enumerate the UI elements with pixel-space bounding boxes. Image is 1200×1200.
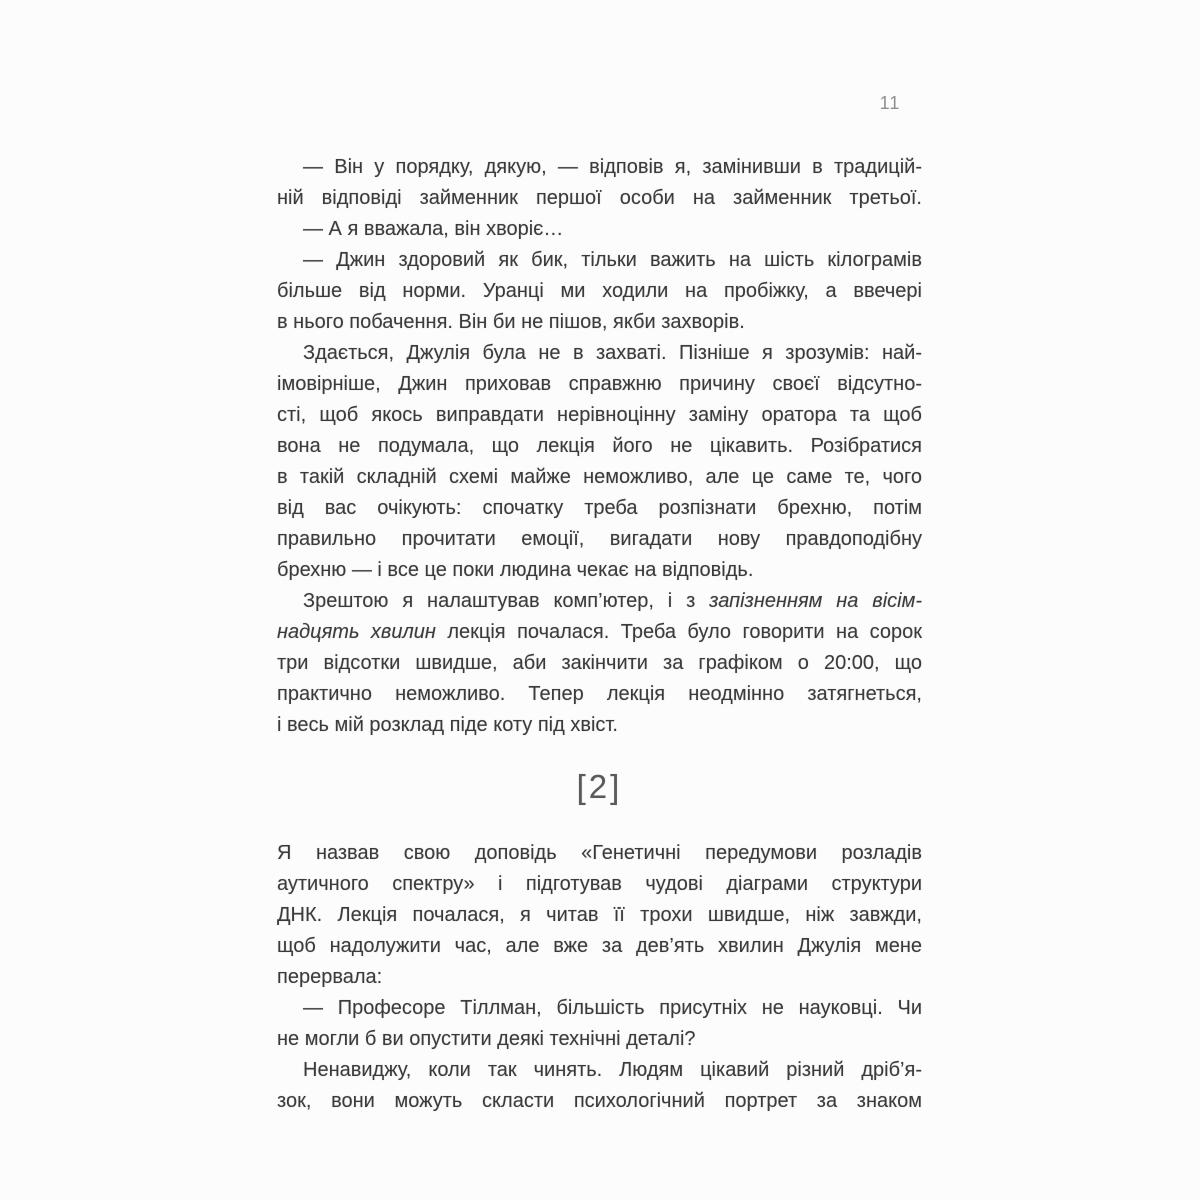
text-line — [277, 524, 922, 555]
text-segment: Здається, Джулія була не в захваті. Пізніше я зрозумів: най- — [303, 342, 922, 364]
text-line — [277, 245, 922, 276]
text-block — [277, 152, 922, 1117]
text-segment: не могли б ви опустити деякі технічні деталі? — [277, 1028, 696, 1050]
text-line — [277, 338, 922, 369]
text-segment: — А я вважала, він хворіє… — [303, 218, 564, 240]
text-segment: вона не подумала, що лекція його не цікавить. Розібратися — [277, 435, 922, 457]
text-line — [277, 962, 922, 993]
paragraph — [277, 214, 922, 245]
text-segment: Ненавиджу, коли так чинять. Людям цікавий різний дріб’я- — [303, 1059, 922, 1081]
text-segment: перервала: — [277, 966, 383, 988]
paragraph — [277, 338, 922, 586]
text-line — [277, 679, 922, 710]
text-segment: аутичного спектру» і підготував чудові діаграми структури — [277, 873, 922, 895]
paragraph — [277, 152, 922, 214]
text-segment: від вас очікують: спочатку треба розпізнати брехню, потім — [277, 497, 922, 519]
text-line — [277, 1055, 922, 1086]
text-segment: практично неможливо. Тепер лекція неодмінно затягнеться, — [277, 683, 922, 705]
text-line — [277, 931, 922, 962]
text-line — [277, 493, 922, 524]
text-segment: правильно прочитати емоції, вигадати нову правдоподібну — [277, 528, 922, 550]
text-segment: в такій складній схемі майже неможливо, але це саме те, чого — [277, 466, 922, 488]
text-line — [277, 900, 922, 931]
paragraph — [277, 245, 922, 338]
text-segment: брехню — і все це поки людина чекає на відповідь. — [277, 559, 754, 581]
text-segment: — Джин здоровий як бик, тільки важить на шість кілограмів — [303, 249, 922, 271]
paragraph — [277, 993, 922, 1055]
chapter-heading: [2] — [576, 768, 623, 805]
text-line — [277, 369, 922, 400]
paragraph — [277, 838, 922, 993]
italic-text-segment: запізненням на вісім- — [709, 590, 922, 612]
text-segment: імовірніше, Джин приховав справжню причину своєї відсутно- — [277, 373, 922, 395]
text-segment: сті, щоб якось виправдати нерівноцінну заміну оратора та щоб — [277, 404, 922, 426]
text-line — [277, 1024, 922, 1055]
paragraph — [277, 586, 922, 741]
page-number: 11 — [879, 93, 901, 113]
text-line — [277, 710, 922, 741]
text-segment: лекція почалася. Треба було говорити на сорок — [435, 621, 922, 643]
text-line — [277, 648, 922, 679]
text-line — [277, 993, 922, 1024]
text-segment: Зрештою я налаштував комп’ютер, і з — [303, 590, 710, 612]
text-segment: ній відповіді займенник першої особи на займенник третьої. — [277, 187, 922, 209]
text-line — [277, 617, 922, 648]
text-line — [277, 462, 922, 493]
text-segment: зок, вони можуть скласти психологічний портрет за знаком — [277, 1090, 922, 1112]
text-line — [277, 1086, 922, 1117]
text-segment: щоб надолужити час, але вже за дев’ять хвилин Джулія мене — [277, 935, 922, 957]
text-line — [277, 555, 922, 586]
text-segment: більше від норми. Уранці ми ходили на пробіжку, а ввечері — [277, 280, 922, 302]
text-line — [277, 152, 922, 183]
text-line — [277, 869, 922, 900]
text-line — [277, 214, 922, 245]
text-segment: ДНК. Лекція почалася, я читав її трохи швидше, ніж завжди, — [277, 904, 922, 926]
text-segment: і весь мій розклад піде коту під хвіст. — [277, 714, 618, 736]
italic-text-segment: надцять хвилин — [277, 621, 436, 643]
text-line — [277, 586, 922, 617]
text-line — [277, 276, 922, 307]
paragraph — [277, 1055, 922, 1117]
text-line — [277, 431, 922, 462]
text-line — [277, 307, 922, 338]
text-segment: три відсотки швидше, аби закінчити за графіком о 20:00, що — [277, 652, 922, 674]
text-segment: — Він у порядку, дякую, — відповів я, замінивши в традицій- — [303, 156, 922, 178]
text-line — [277, 400, 922, 431]
text-line — [277, 838, 922, 869]
text-segment: — Професоре Тіллман, більшість присутніх не науковці. Чи — [303, 997, 922, 1019]
text-line — [277, 183, 922, 214]
text-segment: в нього побачення. Він би не пішов, якби захворів. — [277, 311, 745, 333]
text-segment: Я назвав свою доповідь «Генетичні передумови розладів — [277, 842, 922, 864]
